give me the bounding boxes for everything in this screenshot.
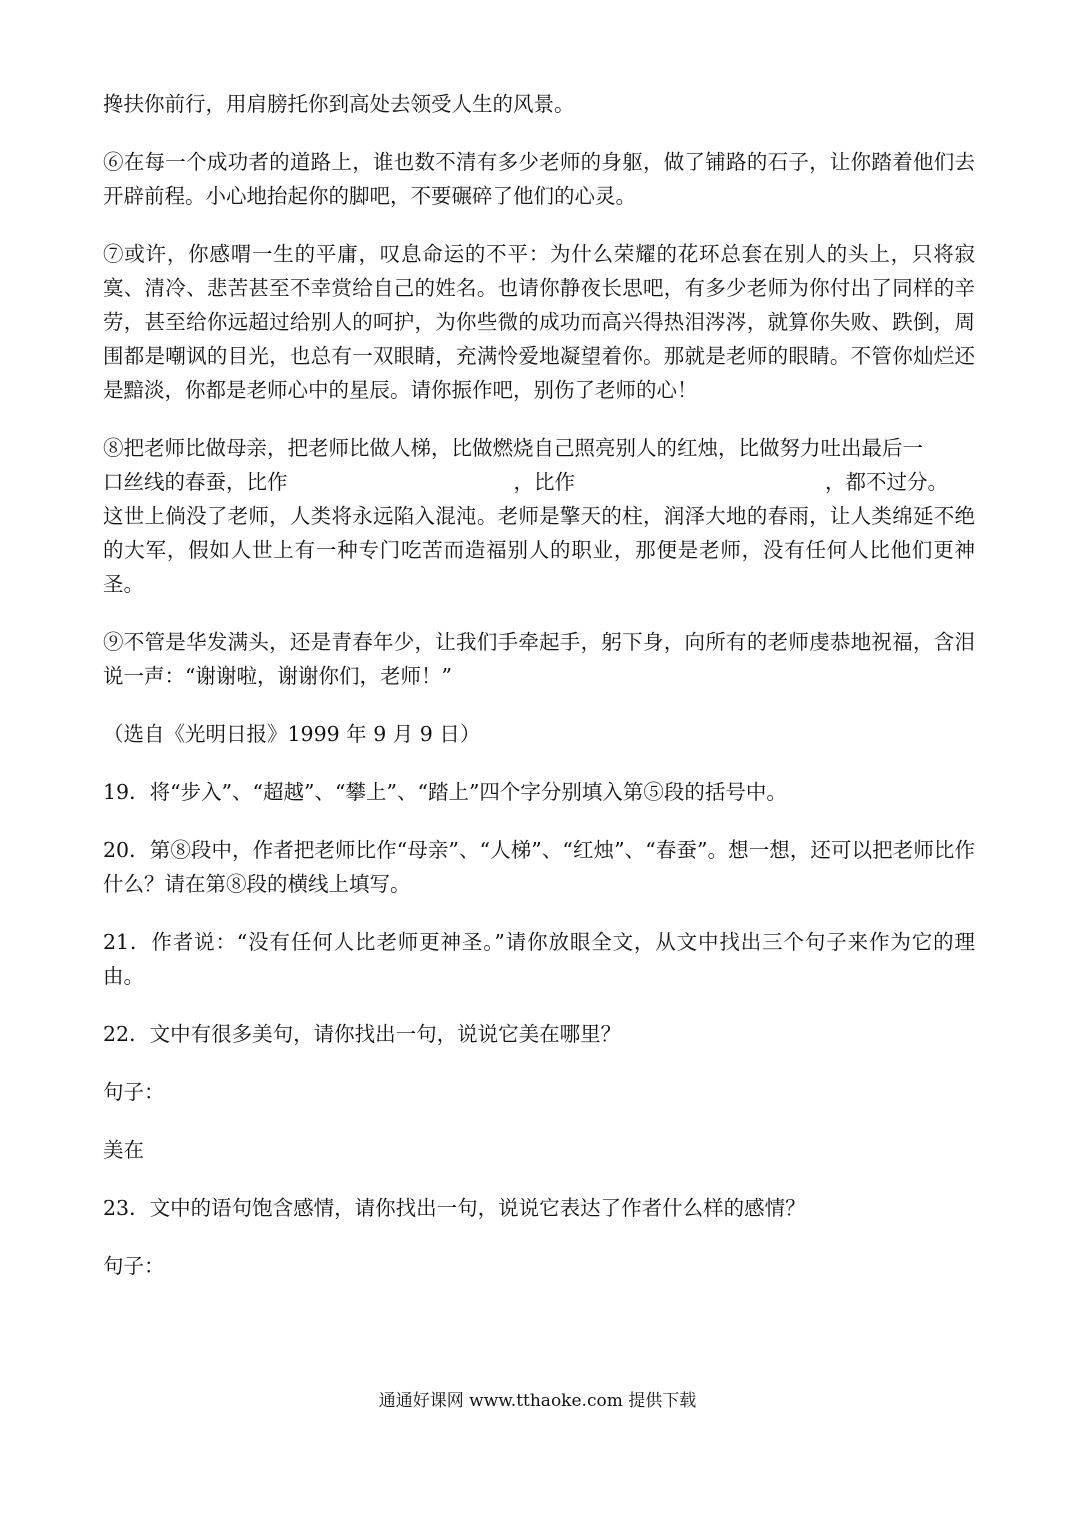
paragraph-8-fill-line bbox=[103, 465, 975, 499]
page-footer: 通通好课网 www.tthaoke.com 提供下载 bbox=[378, 1391, 697, 1411]
paragraph-6: ⑥在每一个成功者的道路上，谁也数不清有多少老师的身躯，做了铺路的石子，让你踏着他们去开辟前程。小心地抬起你的脚吧，不要碾碎了他们的心灵。 bbox=[103, 150, 975, 208]
paragraph-9: ⑨不管是华发满头，还是青春年少，让我们手牵起手，躬下身，向所有的老师虔恭地祝福，含泪说一声：“谢谢啦，谢谢你们，老师！” bbox=[103, 630, 975, 688]
document-body bbox=[103, 87, 975, 1307]
question-19: 19．将“步入”、“超越”、“攀上”、“踏上”四个字分别填入第⑤段的括号中。 bbox=[103, 780, 787, 804]
paragraph-8 bbox=[103, 431, 975, 601]
continuation-paragraph: 搀扶你前行，用肩膀托你到高处去领受人生的风景。 bbox=[103, 92, 575, 116]
paragraph-7: ⑦或许，你感喟一生的平庸，叹息命运的不平：为什么荣耀的花环总套在别人的头上，只将寂寞、清冷、悲苦甚至不幸赏给自己的姓名。也请你静夜长思吧，有多少老师为你付出了同样的辛劳，甚至给你远超过给别人的呵护，为你些微的成功而高兴得热泪涔涔，就算你失败、跌倒，周围都是嘲讽的目光，也总有一双眼睛，充满怜爱地凝望着你。那就是老师的眼睛。不管你灿烂还是黯淡，你都是老师心中的星辰。请你振作吧，别伤了老师的心！ bbox=[103, 242, 975, 402]
paragraph-8-line-1: ⑧把老师比做母亲，把老师比做人梯，比做燃烧自己照亮别人的红烛，比做努力吐出最后一 bbox=[103, 436, 923, 460]
beauty-label: 美在 bbox=[103, 1138, 144, 1162]
paragraph-8-part-c: ，都不过分。 bbox=[825, 470, 948, 494]
paragraph-8-part-a: 口丝线的春蚕，比作 bbox=[103, 470, 288, 494]
question-22: 22．文中有很多美句，请你找出一句，说说它美在哪里？ bbox=[103, 1022, 622, 1046]
sentence-label: 句子： bbox=[103, 1080, 165, 1104]
question-20: 20．第⑧段中，作者把老师比作“母亲”、“人梯”、“红烛”、“春蚕”。想一想，还可以把老师比作什么？请在第⑧段的横线上填写。 bbox=[103, 838, 975, 896]
paragraph-8-part-b: ，比作 bbox=[513, 470, 575, 494]
source-citation: （选自《光明日报》1999 年 9 月 9 日） bbox=[103, 722, 481, 746]
paragraph-8-rest: 这世上倘没了老师，人类将永远陷入混沌。老师是擎天的柱，润泽大地的春雨，让人类绵延不绝的大军，假如人世上有一种专门吃苦而造福别人的职业，那便是老师，没有任何人比他们更神圣。 bbox=[103, 504, 975, 596]
question-21: 21．作者说：“没有任何人比老师更神圣。”请你放眼全文，从文中找出三个句子来作为它的理由。 bbox=[103, 930, 975, 988]
question-23: 23．文中的语句饱含感情，请你找出一句，说说它表达了作者什么样的感情？ bbox=[103, 1196, 806, 1220]
sentence-label-2: 句子： bbox=[103, 1254, 165, 1278]
